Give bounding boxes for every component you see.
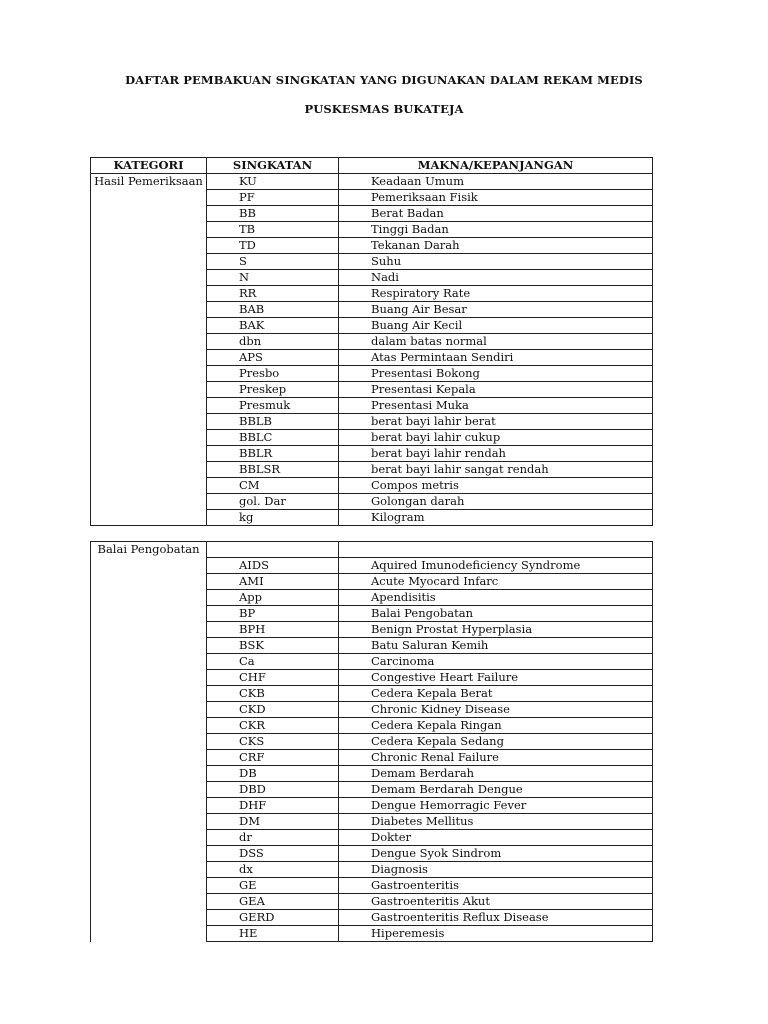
abbreviation-cell: N	[207, 270, 339, 286]
document-subtitle: PUSKESMAS BUKATEJA	[304, 102, 464, 116]
category-cell: Hasil Pemeriksaan	[91, 174, 207, 526]
abbreviation-cell: gol. Dar	[207, 494, 339, 510]
abbreviation-cell: BB	[207, 206, 339, 222]
abbreviation-cell: CKR	[207, 718, 339, 734]
abbreviation-cell: dr	[207, 830, 339, 846]
abbreviation-cell: CKD	[207, 702, 339, 718]
abbreviation-table-balai-pengobatan	[90, 541, 653, 942]
meaning-cell: Golongan darah	[339, 494, 653, 510]
meaning-cell: Apendisitis	[339, 590, 653, 606]
meaning-cell: Hiperemesis	[339, 926, 653, 942]
table-row	[91, 542, 653, 558]
meaning-cell: Diagnosis	[339, 862, 653, 878]
meaning-cell: Chronic Kidney Disease	[339, 702, 653, 718]
meaning-cell: Balai Pengobatan	[339, 606, 653, 622]
meaning-cell	[339, 542, 653, 558]
abbreviation-cell: CKB	[207, 686, 339, 702]
abbreviation-cell: Presmuk	[207, 398, 339, 414]
meaning-cell: Demam Berdarah	[339, 766, 653, 782]
meaning-cell: Tekanan Darah	[339, 238, 653, 254]
document-title: DAFTAR PEMBAKUAN SINGKATAN YANG DIGUNAKAN DALAM REKAM MEDIS	[125, 73, 643, 87]
abbreviation-cell: dx	[207, 862, 339, 878]
meaning-cell: Cedera Kepala Sedang	[339, 734, 653, 750]
meaning-cell: Cedera Kepala Berat	[339, 686, 653, 702]
abbreviation-cell: Preskep	[207, 382, 339, 398]
abbreviation-cell: GERD	[207, 910, 339, 926]
meaning-cell: Aquired Imunodeficiency Syndrome	[339, 558, 653, 574]
meaning-cell: Atas Permintaan Sendiri	[339, 350, 653, 366]
meaning-cell: Diabetes Mellitus	[339, 814, 653, 830]
header-kategori: KATEGORI	[91, 158, 207, 174]
meaning-cell: berat bayi lahir berat	[339, 414, 653, 430]
meaning-cell: Batu Saluran Kemih	[339, 638, 653, 654]
abbreviation-cell: TB	[207, 222, 339, 238]
abbreviation-cell: BAK	[207, 318, 339, 334]
abbreviation-cell: RR	[207, 286, 339, 302]
meaning-cell: Demam Berdarah Dengue	[339, 782, 653, 798]
table-header-row	[91, 158, 653, 174]
meaning-cell: berat bayi lahir cukup	[339, 430, 653, 446]
meaning-cell: Chronic Renal Failure	[339, 750, 653, 766]
meaning-cell: Gastroenteritis Akut	[339, 894, 653, 910]
meaning-cell: Respiratory Rate	[339, 286, 653, 302]
abbreviation-cell: BBLR	[207, 446, 339, 462]
abbreviation-cell: AIDS	[207, 558, 339, 574]
meaning-cell: Acute Myocard Infarc	[339, 574, 653, 590]
meaning-cell: Presentasi Kepala	[339, 382, 653, 398]
meaning-cell: Compos metris	[339, 478, 653, 494]
abbreviation-cell: App	[207, 590, 339, 606]
abbreviation-cell: DSS	[207, 846, 339, 862]
abbreviation-cell: BBLB	[207, 414, 339, 430]
meaning-cell: Suhu	[339, 254, 653, 270]
meaning-cell: Berat Badan	[339, 206, 653, 222]
abbreviation-cell: kg	[207, 510, 339, 526]
abbreviation-cell: BP	[207, 606, 339, 622]
meaning-cell: Carcinoma	[339, 654, 653, 670]
abbreviation-cell: TD	[207, 238, 339, 254]
abbreviation-cell: Ca	[207, 654, 339, 670]
table-row	[91, 174, 653, 190]
meaning-cell: Gastroenteritis	[339, 878, 653, 894]
abbreviation-cell: CHF	[207, 670, 339, 686]
abbreviation-cell: CKS	[207, 734, 339, 750]
abbreviation-cell: PF	[207, 190, 339, 206]
meaning-cell: Gastroenteritis Reflux Disease	[339, 910, 653, 926]
category-cell: Balai Pengobatan	[91, 542, 207, 942]
abbreviation-cell: BBLC	[207, 430, 339, 446]
abbreviation-cell: HE	[207, 926, 339, 942]
abbreviation-cell: dbn	[207, 334, 339, 350]
abbreviation-cell: GE	[207, 878, 339, 894]
abbreviation-cell: CM	[207, 478, 339, 494]
meaning-cell: Presentasi Muka	[339, 398, 653, 414]
meaning-cell: Nadi	[339, 270, 653, 286]
abbreviation-cell: S	[207, 254, 339, 270]
abbreviation-cell: DHF	[207, 798, 339, 814]
meaning-cell: berat bayi lahir sangat rendah	[339, 462, 653, 478]
header-makna: MAKNA/KEPANJANGAN	[339, 158, 653, 174]
meaning-cell: Congestive Heart Failure	[339, 670, 653, 686]
abbreviation-cell: BPH	[207, 622, 339, 638]
meaning-cell: Cedera Kepala Ringan	[339, 718, 653, 734]
abbreviation-table-hasil-pemeriksaan	[90, 157, 653, 526]
abbreviation-cell: KU	[207, 174, 339, 190]
abbreviation-cell: BAB	[207, 302, 339, 318]
meaning-cell: Dengue Hemorragic Fever	[339, 798, 653, 814]
meaning-cell: Buang Air Besar	[339, 302, 653, 318]
abbreviation-cell: APS	[207, 350, 339, 366]
meaning-cell: Presentasi Bokong	[339, 366, 653, 382]
meaning-cell: Dokter	[339, 830, 653, 846]
abbreviation-cell: DBD	[207, 782, 339, 798]
meaning-cell: Pemeriksaan Fisik	[339, 190, 653, 206]
meaning-cell: Benign Prostat Hyperplasia	[339, 622, 653, 638]
meaning-cell: Buang Air Kecil	[339, 318, 653, 334]
meaning-cell: dalam batas normal	[339, 334, 653, 350]
meaning-cell: berat bayi lahir rendah	[339, 446, 653, 462]
abbreviation-cell: DB	[207, 766, 339, 782]
header-singkatan: SINGKATAN	[207, 158, 339, 174]
abbreviation-cell	[207, 542, 339, 558]
abbreviation-cell: BBLSR	[207, 462, 339, 478]
meaning-cell: Dengue Syok Sindrom	[339, 846, 653, 862]
meaning-cell: Kilogram	[339, 510, 653, 526]
meaning-cell: Keadaan Umum	[339, 174, 653, 190]
meaning-cell: Tinggi Badan	[339, 222, 653, 238]
abbreviation-cell: Presbo	[207, 366, 339, 382]
abbreviation-cell: BSK	[207, 638, 339, 654]
abbreviation-cell: DM	[207, 814, 339, 830]
abbreviation-cell: CRF	[207, 750, 339, 766]
abbreviation-cell: AMI	[207, 574, 339, 590]
abbreviation-cell: GEA	[207, 894, 339, 910]
